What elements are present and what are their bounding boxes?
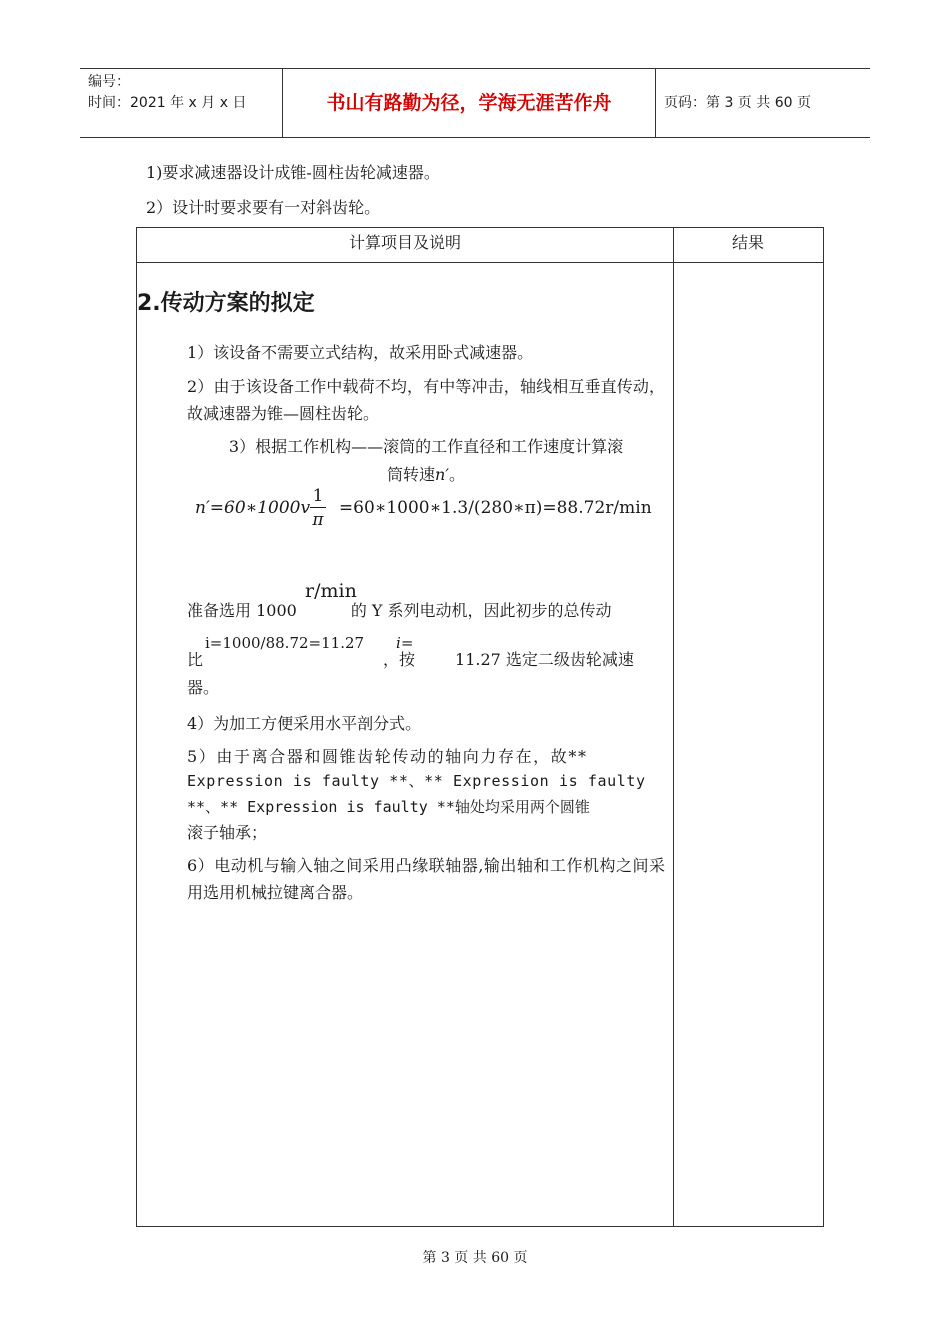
item-3-end: 。	[448, 465, 465, 484]
header-divider	[282, 69, 283, 137]
speed-variable: n′	[435, 465, 449, 484]
header-meta	[88, 72, 246, 114]
ratio-value: 11.27 选定二级齿轮减速	[455, 650, 634, 669]
fraction-numerator: 1	[312, 486, 324, 506]
item-5	[187, 744, 665, 845]
calculation-table	[136, 227, 824, 1227]
header-divider	[655, 69, 656, 137]
item-5-line1: 5）由于离合器和圆锥齿轮传动的轴向力存在，故**	[187, 747, 588, 766]
requirement-2: 2）设计时要求要有一对斜齿轮。	[146, 198, 381, 217]
ratio-end: 器。	[187, 678, 220, 697]
number-label: 编号：	[88, 74, 130, 90]
item-5-line3-text: **、** Expression is faulty **轴处均采用两个圆锥	[187, 798, 590, 816]
item-2: 2）由于该设备工作中载荷不均，有中等冲击，轴线相互垂直传动，故减速器为锥—圆柱齿轮。	[187, 377, 665, 423]
column-header-description: 计算项目及说明	[348, 233, 461, 252]
speed-formula	[195, 498, 652, 518]
item-5-line2: Expression is faulty **、** Expression is faulty	[187, 772, 646, 790]
motor-speed-unit: r/min	[305, 580, 357, 602]
item-4: 4）为加工方便采用水平剖分式。	[187, 714, 422, 733]
item-3-line2	[187, 461, 665, 489]
ratio-prefix: 比	[187, 650, 204, 669]
formula-right: =60∗1000∗1.3/(280∗π)=88.72r/min	[338, 498, 652, 518]
item-3-text: 筒转速	[387, 465, 436, 484]
ratio-row	[187, 646, 665, 673]
header-motto: 书山有路勤为径，学海无涯苦作舟	[326, 92, 612, 114]
item-5-line4: 滚子轴承；	[187, 823, 268, 842]
column-header-result: 结果	[731, 233, 764, 252]
page-footer: 第 3 页 共 60 页	[422, 1250, 528, 1266]
item-3	[187, 433, 665, 489]
motor-selection	[187, 597, 665, 624]
item-5-line3	[187, 794, 665, 820]
page-header	[80, 68, 870, 138]
section-title: 2.传动方案的拟定	[137, 291, 315, 316]
item-6: 6）电动机与输入轴之间采用凸缘联轴器,输出轴和工作机构之间采用选用机械拉键离合器。	[187, 856, 665, 902]
fraction-denominator: π	[312, 510, 324, 530]
item-3-line1: 3）根据工作机构——滚筒的工作直径和工作速度计算滚	[228, 437, 624, 456]
motor-text-1: 准备选用 1000	[187, 601, 297, 620]
ratio-variable: i=	[396, 634, 414, 652]
date-label: 时间：2021 年 x 月 x 日	[88, 95, 247, 111]
table-header-divider	[137, 262, 823, 263]
table-column-divider	[673, 228, 674, 1226]
item-1: 1）该设备不需要立式结构，故采用卧式减速器。	[187, 343, 534, 362]
formula-left: n′=60∗1000v	[195, 498, 311, 518]
formula-fraction	[310, 485, 326, 532]
motor-text-2: 的 Y 系列电动机，因此初步的总传动	[350, 601, 612, 620]
requirement-1: 1)要求减速器设计成锥-圆柱齿轮减速器。	[146, 163, 440, 182]
ratio-mid: ，按	[383, 650, 416, 669]
ratio-formula: i=1000/88.72=11.27	[205, 634, 365, 652]
header-page-label: 页码：第 3 页 共 60 页	[664, 95, 811, 111]
